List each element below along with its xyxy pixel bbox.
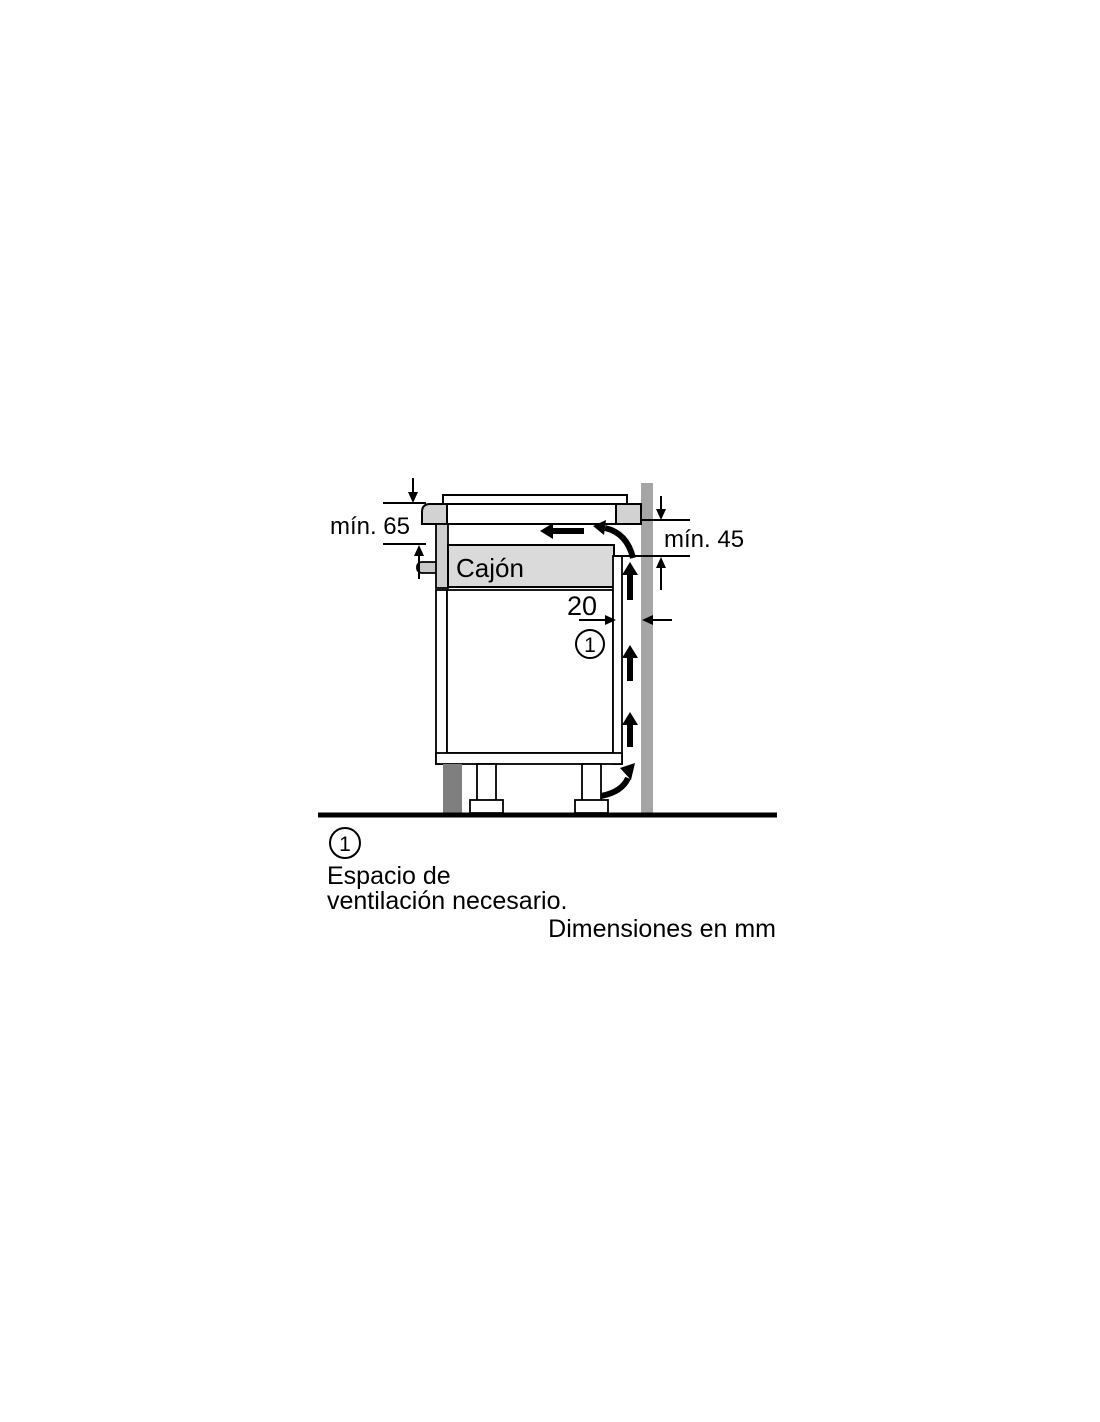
- cabinet-leg-rear: [582, 764, 601, 802]
- cabinet-foot-front: [470, 800, 503, 813]
- cabinet-side-panel: [436, 590, 447, 764]
- cabinet-bottom-panel: [436, 753, 622, 764]
- callout-1-marker: [576, 630, 604, 658]
- cabinet-foot-rear: [575, 800, 608, 813]
- dimension-hob-depth: [330, 478, 426, 579]
- wall: [641, 483, 653, 813]
- dim-wall-gap-label: 20: [566, 591, 597, 621]
- legend-line1: Espacio de: [327, 862, 451, 890]
- countertop-rear-edge: [616, 504, 641, 524]
- legend-number: 1: [339, 833, 351, 856]
- airflow-bottom-curve-arrow: [601, 778, 628, 796]
- hob-body: [447, 504, 616, 524]
- drawer-label: Cajón: [456, 553, 524, 583]
- plinth-panel: [443, 764, 462, 813]
- dim-hob-depth-label: mín. 65: [329, 513, 410, 540]
- legend: [327, 828, 567, 915]
- units-footnote: Dimensiones en mm: [548, 915, 776, 943]
- callout-1-number: 1: [584, 634, 596, 657]
- legend-line2: ventilación necesario.: [327, 887, 568, 915]
- countertop-front-edge: [422, 504, 447, 524]
- drawer-front-panel: [436, 524, 448, 588]
- cabinet-leg-front: [477, 764, 496, 802]
- cabinet-back-panel: [613, 556, 622, 764]
- dim-rear-clearance-label: mín. 45: [664, 526, 745, 553]
